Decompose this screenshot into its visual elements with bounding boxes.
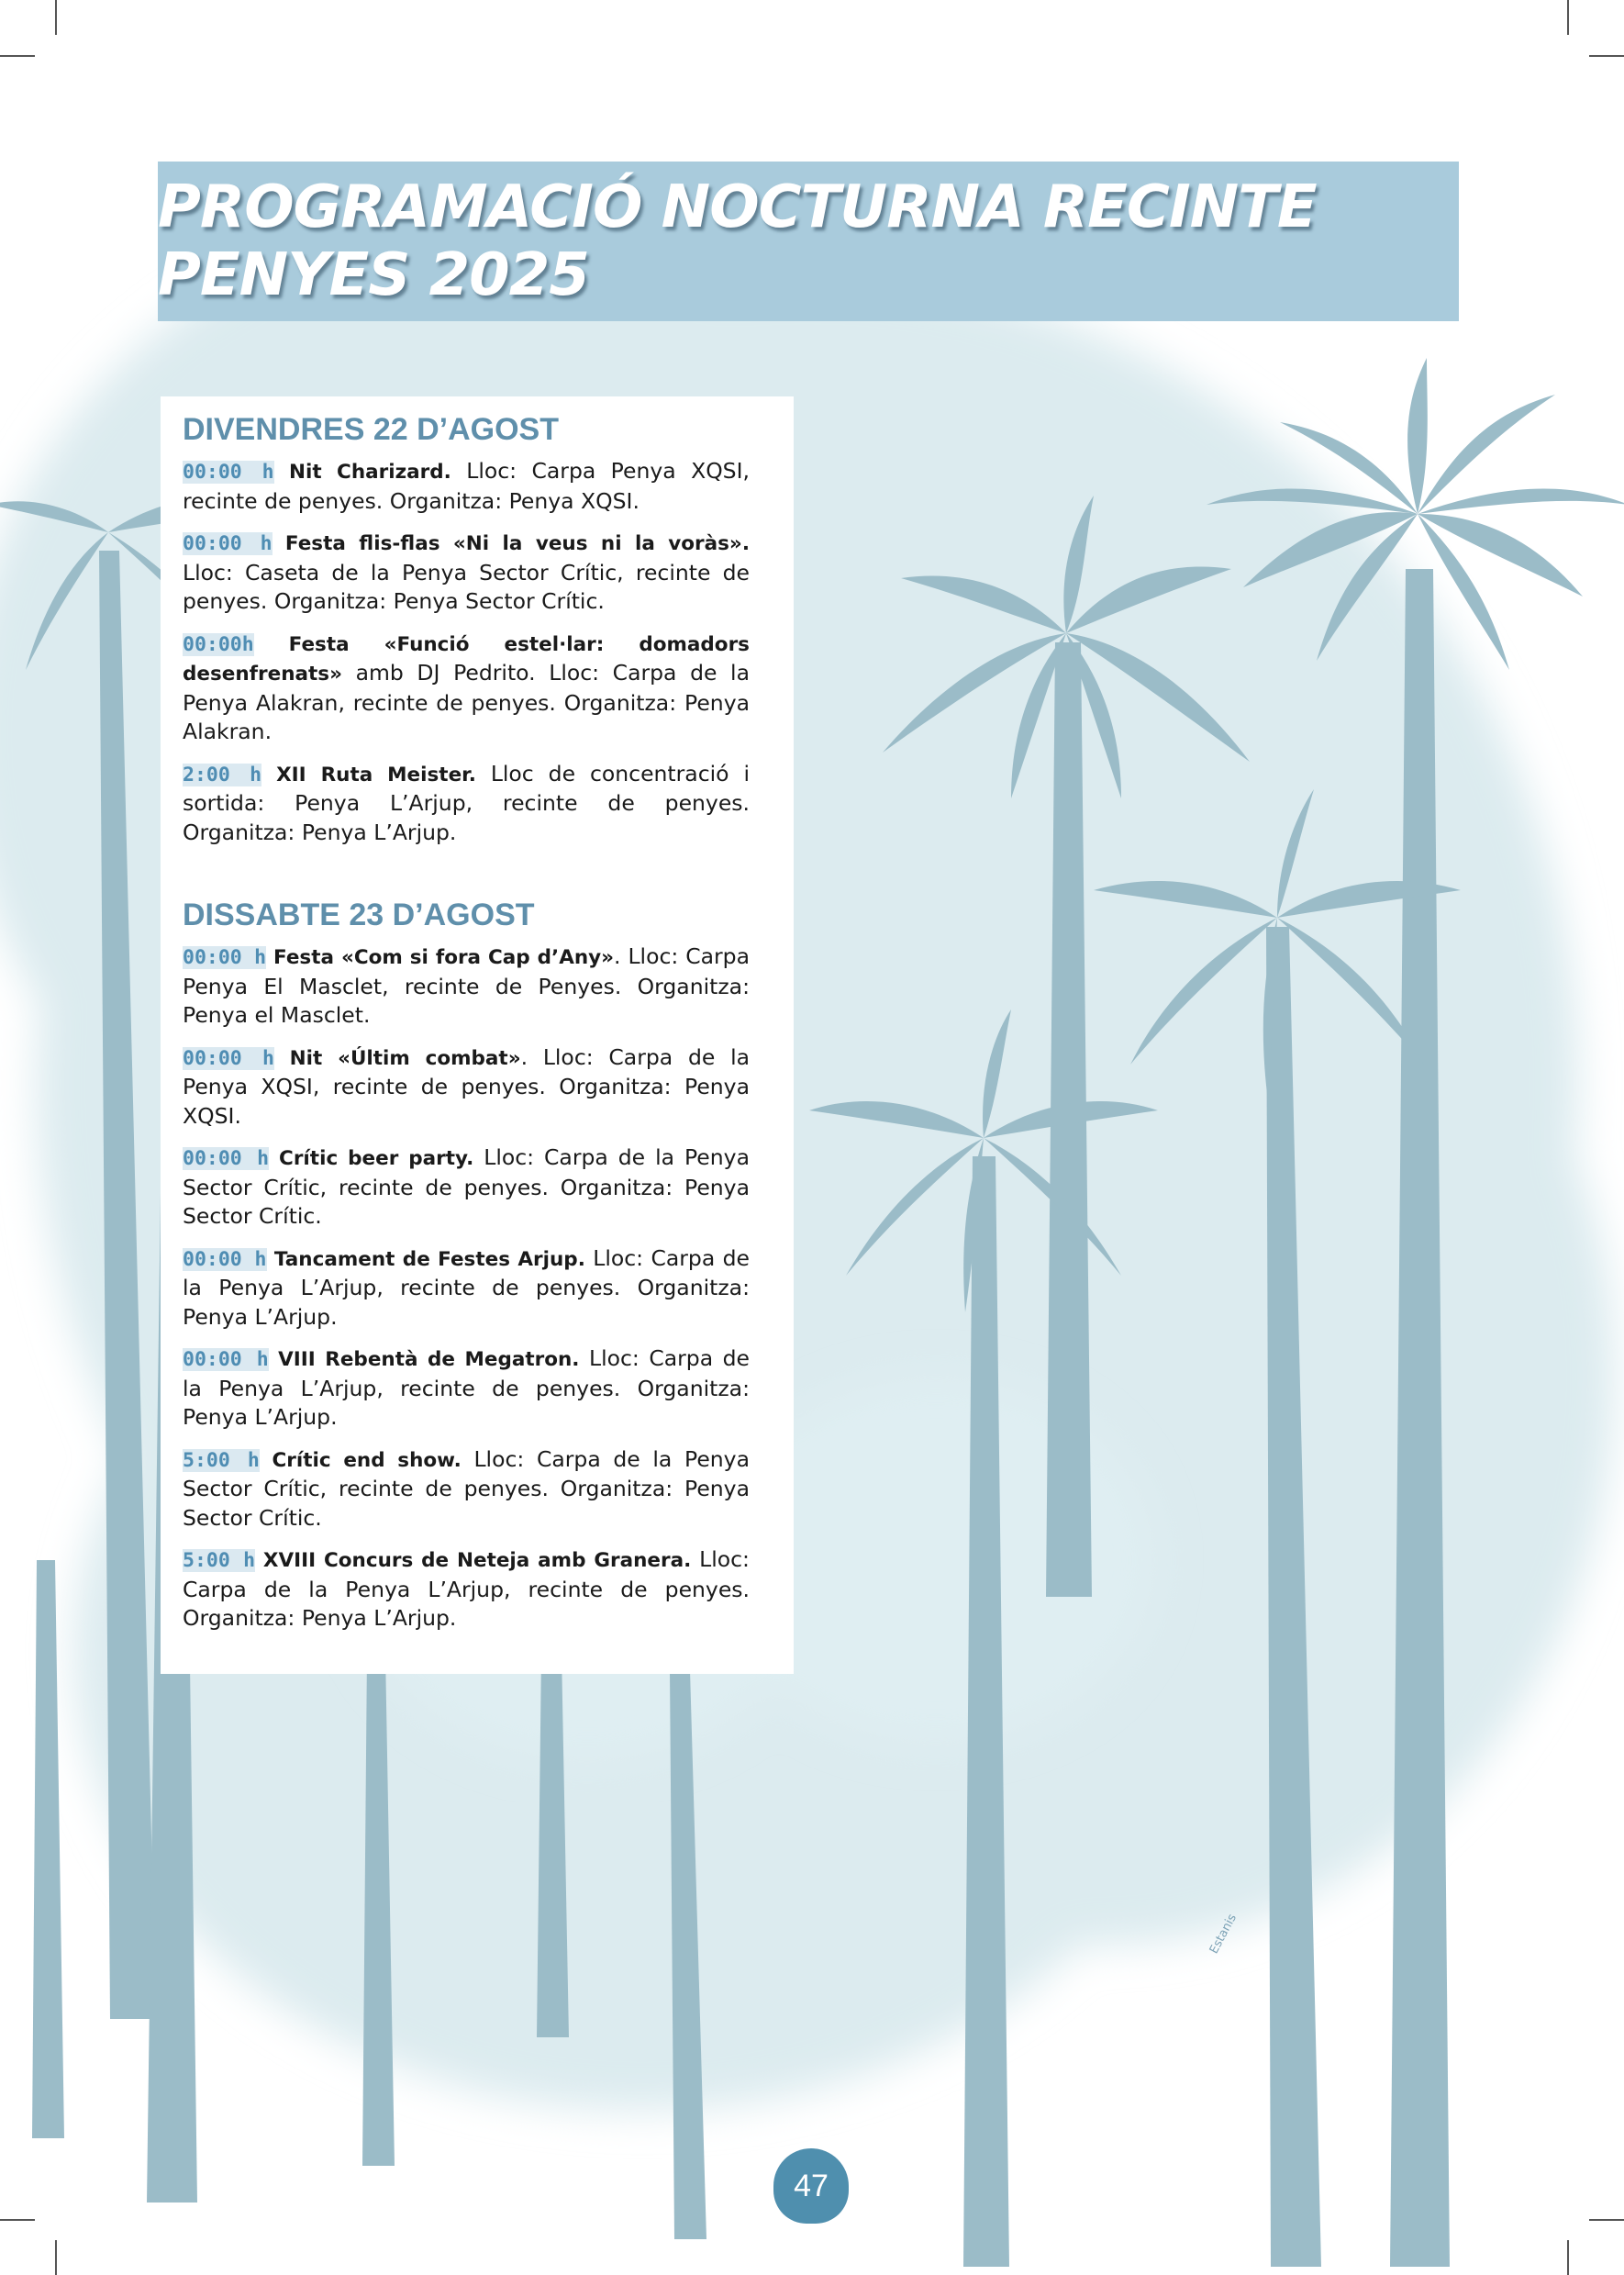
program-card [161,396,794,1674]
event-entry [183,529,750,617]
event-details: amb DJ Pedrito. Lloc: Carpa de la Penya Alakran, recinte de penyes. Organitza: Penya Alakran. [183,660,750,744]
event-time: 5:00 h [183,1549,256,1572]
event-details: Lloc: Carpa de la Penya Sector Crític, recinte de penyes. Organitza: Penya Sector Crític. [183,1445,750,1531]
event-time: 00:00 h [183,1046,274,1070]
event-details: . Lloc: Carpa de la Penya XQSI, recinte de penyes. Organitza: Penya XQSI. [183,1043,750,1129]
event-time: 00:00h [183,632,254,656]
event-entry [183,760,750,848]
event-name: Festa flis-flas «Ni la veus ni la voràs». [284,532,750,555]
event-details: Lloc: Carpa Penya XQSI, recinte de penyes. Organitza: Penya XQSI. [183,458,751,514]
program-list [183,396,750,1634]
event-details: . Lloc: Carpa Penya El Masclet, recinte de Penyes. Organitza: Penya el Masclet. [183,943,750,1028]
artist-signature: Estanis [1207,1912,1240,1957]
event-time: 00:00 h [183,461,274,484]
event-details: Lloc: Caseta de la Penya Sector Crític, recinte de penyes. Organitza: Penya Sector Crític. [183,559,750,614]
event-details: Lloc de concentració i sortida: Penya L’Arjup, recinte de penyes. Organitza: Penya L’Arjup. [183,760,750,845]
event-entry [183,1143,750,1232]
event-entry [183,942,750,1031]
page-number: 47 [794,2168,829,2203]
event-time: 00:00 h [183,1348,269,1371]
event-entry [183,1043,750,1132]
event-name: Tancament de Festes Arjup. [273,1247,585,1271]
event-time: 00:00 h [183,1247,267,1271]
event-name: XII Ruta Meister. [276,763,476,786]
event-details: Lloc: Carpa de la Penya L’Arjup, recinte de penyes. Organitza: Penya L’Arjup. [183,1546,750,1631]
event-entry [183,630,750,747]
event-name: Nit «Últim combat» [289,1046,521,1070]
event-name: Nit Charizard. [288,461,451,484]
event-details: Lloc: Carpa de la Penya L’Arjup, recinte de penyes. Organitza: Penya L’Arjup. [183,1244,750,1330]
event-time: 00:00 h [183,532,273,555]
event-name: XVIII Concurs de Neteja amb Granera. [262,1549,692,1572]
page-number-badge [773,2148,849,2224]
event-name: Festa «Funció estel·lar: domadors desenfrenats» [183,632,750,686]
event-name: VIII Rebentà de Megatron. [278,1348,580,1371]
event-entry [183,1344,750,1433]
event-time: 5:00 h [183,1448,260,1472]
event-entry [183,1545,750,1634]
event-name: Festa «Com si fora Cap d’Any» [273,946,615,969]
event-details: Lloc: Carpa de la Penya L’Arjup, recinte de penyes. Organitza: Penya L’Arjup. [183,1345,750,1430]
event-time: 00:00 h [183,1147,270,1170]
event-time: 00:00 h [183,946,267,969]
event-entry [183,1244,750,1333]
day-heading: DIVENDRES 22 D’AGOST [183,412,559,447]
event-time: 2:00 h [183,763,262,786]
page-title: PROGRAMACIÓ NOCTURNA RECINTE PENYES 2025 [158,173,1317,309]
event-name: Crític beer party. [279,1147,474,1170]
title-banner [158,162,1459,321]
event-details: Lloc: Carpa de la Penya Sector Crític, recinte de penyes. Organitza: Penya Sector Crític. [183,1144,750,1229]
event-entry [183,1445,750,1533]
day-heading: DISSABTE 23 D’AGOST [183,898,535,932]
event-entry [183,457,750,516]
event-name: Crític end show. [272,1448,462,1472]
